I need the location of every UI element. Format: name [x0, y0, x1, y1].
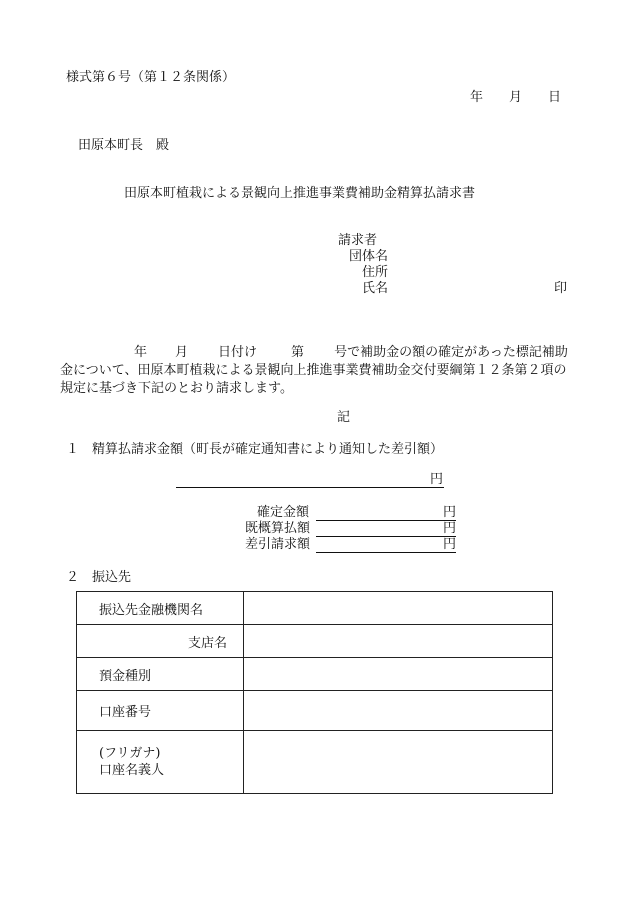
- document-title: 田原本町植栽による景観向上推進事業費補助金精算払請求書: [124, 186, 476, 201]
- body-number-prefix: 第: [291, 345, 305, 360]
- account-type-field[interactable]: [244, 658, 553, 691]
- table-row: [77, 625, 553, 658]
- body-year: 年: [134, 345, 148, 360]
- account-holder-label: [77, 731, 244, 794]
- confirmed-amount-unit: 円: [443, 505, 457, 520]
- addressee: 田原本町長 殿: [78, 138, 170, 153]
- table-row: [77, 592, 553, 625]
- claim-amount-line: [316, 552, 456, 553]
- body-month: 月: [175, 345, 189, 360]
- claim-amount-unit: 円: [443, 537, 457, 552]
- body-day: 日付け: [218, 345, 258, 360]
- body-text: 号で補助金の額の確定があった標記補助金について、田原本町植栽による景観向上推進事業費補助金交付要綱第１２条第２項の規定に基づき下記のとおり請求します。: [60, 345, 568, 396]
- table-row: [77, 731, 553, 794]
- form-number: 様式第６号（第１２条関係）: [66, 70, 236, 85]
- total-amount-line: [176, 487, 444, 488]
- seal-mark: 印: [554, 281, 568, 296]
- holder-label: 口座名義人: [99, 763, 165, 778]
- prepaid-amount-label: 既概算払額: [245, 521, 311, 536]
- ki-mark: 記: [337, 410, 351, 425]
- prepaid-amount-unit: 円: [443, 521, 457, 536]
- group-name-label: 団体名: [349, 249, 389, 264]
- branch-label: 支店名: [77, 625, 244, 658]
- section2-heading: ２ 振込先: [66, 570, 132, 585]
- account-type-label: 預金種別: [77, 658, 244, 691]
- name-label: 氏名: [362, 281, 389, 296]
- account-number-label: 口座番号: [77, 691, 244, 731]
- total-unit: 円: [430, 472, 444, 487]
- address-label: 住所: [362, 265, 389, 280]
- branch-field[interactable]: [244, 625, 553, 658]
- account-number-field[interactable]: [244, 691, 553, 731]
- table-row: [77, 658, 553, 691]
- requester-heading: 請求者: [338, 233, 378, 248]
- request-paragraph: [60, 344, 570, 398]
- account-holder-field[interactable]: [244, 731, 553, 794]
- prepaid-amount-line: [316, 536, 456, 537]
- date-line: 年 月 日: [470, 90, 562, 105]
- section1-heading: １ 精算払請求金額（町長が確定通知書により通知した差引額）: [66, 442, 444, 457]
- furigana-label: (フリガナ): [99, 746, 161, 761]
- claim-amount-label: 差引請求額: [245, 537, 311, 552]
- table-row: [77, 691, 553, 731]
- bank-name-field[interactable]: [244, 592, 553, 625]
- bank-transfer-table: [76, 591, 553, 794]
- bank-name-label: 振込先金融機関名: [77, 592, 244, 625]
- confirmed-amount-line: [316, 520, 456, 521]
- confirmed-amount-label: 確定金額: [257, 505, 310, 520]
